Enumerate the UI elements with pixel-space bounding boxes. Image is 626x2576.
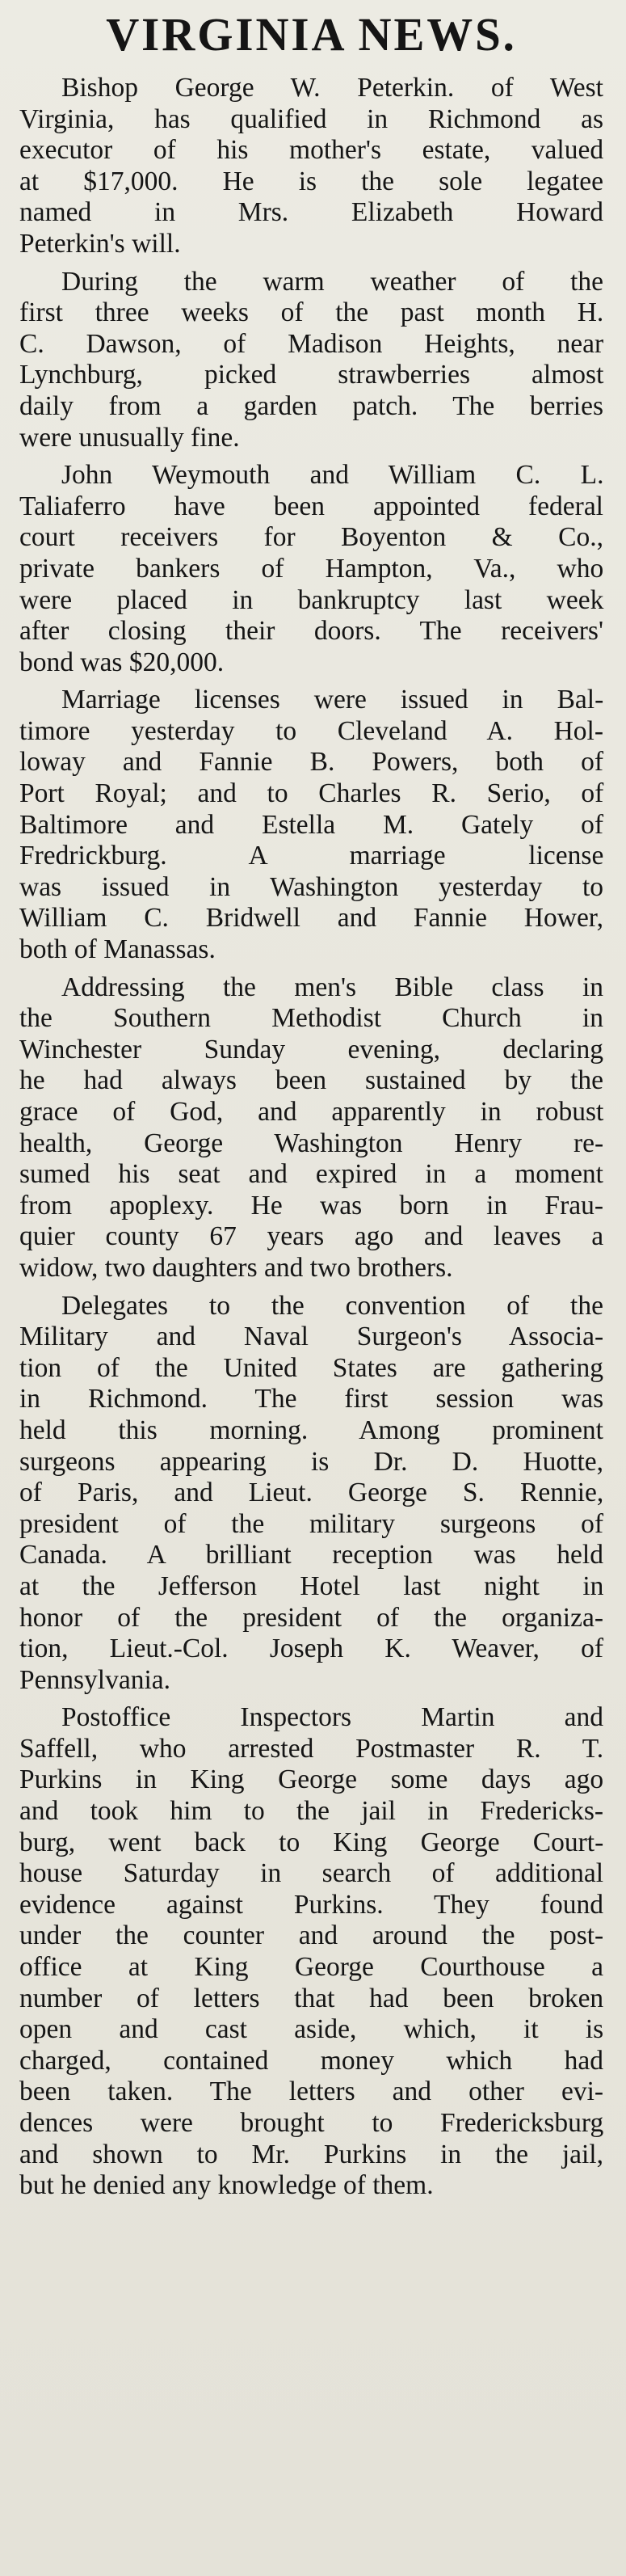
news-item-line: president of the military surgeons of: [19, 1508, 603, 1539]
news-item-line: Lynchburg, picked strawberries almost: [19, 360, 604, 390]
news-item-line: court receivers for Boyenton & Co.,: [19, 522, 603, 553]
news-item-line: health, George Washington Henry re-: [19, 1128, 604, 1158]
news-item-line: from apoplexy. He was born in Frau-: [19, 1190, 603, 1221]
news-item-line: daily from a garden patch. The berries: [19, 390, 603, 421]
news-item-line: bond was $20,000.: [19, 647, 225, 677]
news-item-line: was issued in Washington yesterday to: [19, 871, 603, 902]
news-item-line: loway and Fannie B. Powers, both of: [19, 747, 603, 778]
news-item-line: Canada. A brilliant reception was held: [19, 1540, 603, 1570]
news-item-line: Postoffice Inspectors Martin and: [61, 1702, 603, 1733]
news-item-line: tion, Lieut.-Col. Joseph K. Weaver, of: [19, 1634, 603, 1664]
news-item-line: Purkins in King George some days ago: [19, 1764, 604, 1795]
news-item-line: in Richmond. The first session was: [19, 1384, 604, 1414]
news-item: [19, 460, 603, 678]
news-item: [19, 685, 603, 965]
news-item-line: and shown to Mr. Purkins in the jail,: [19, 2139, 603, 2169]
news-item-line: Fredrickburg. A marriage license: [19, 841, 604, 871]
news-item-line: but he denied any knowledge of them.: [19, 2170, 434, 2201]
news-item-line: Bishop George W. Peterkin. of West: [61, 73, 603, 103]
headline: VIRGINIA NEWS.: [106, 8, 517, 61]
news-item-line: after closing their doors. The receivers': [19, 616, 603, 647]
news-item-line: at $17,000. He is the sole legatee: [19, 166, 603, 196]
news-item: [19, 1702, 603, 2202]
news-item-line: private bankers of Hampton, Va., who: [19, 553, 604, 584]
news-item-line: Peterkin's will.: [19, 228, 181, 259]
news-item-line: C. Dawson, of Madison Heights, near: [19, 328, 604, 359]
news-item-line: executor of his mother's estate, valued: [19, 135, 604, 166]
news-item-line: and took him to the jail in Fredericks-: [19, 1796, 604, 1827]
article-column: [19, 73, 603, 2202]
news-item: [19, 1291, 603, 1697]
news-item-line: Military and Naval Surgeon's Associa-: [19, 1322, 604, 1352]
news-item-line: house Saturday in search of additional: [19, 1858, 603, 1889]
news-item-line: Taliaferro have been appointed federal: [19, 491, 603, 521]
news-item-line: grace of God, and apparently in robust: [19, 1097, 604, 1127]
news-item-line: at the Jefferson Hotel last night in: [19, 1570, 604, 1601]
news-item-line: John Weymouth and William C. L.: [61, 460, 604, 491]
news-item-line: office at King George Courthouse a: [19, 1952, 603, 1983]
news-item-line: tion of the United States are gathering: [19, 1352, 603, 1383]
news-item-line: Delegates to the convention of the: [61, 1290, 603, 1321]
news-item: [19, 73, 603, 260]
news-item-line: quier county 67 years ago and leaves a: [19, 1221, 604, 1252]
news-item-line: were unusually fine.: [19, 422, 240, 453]
news-item-line: the Southern Methodist Church in: [19, 1003, 603, 1034]
news-item-line: under the counter and around the post-: [19, 1920, 604, 1951]
news-item-line: Winchester Sunday evening, declaring: [19, 1034, 603, 1065]
news-item-line: honor of the president of the organiza-: [19, 1602, 603, 1633]
news-item-line: evidence against Purkins. They found: [19, 1889, 603, 1920]
news-item-line: surgeons appearing is Dr. D. Huotte,: [19, 1446, 603, 1477]
news-item-line: Baltimore and Estella M. Gately of: [19, 809, 603, 840]
news-item-line: William C. Bridwell and Fannie Hower,: [19, 903, 603, 934]
news-item-line: sumed his seat and expired in a moment: [19, 1159, 603, 1190]
news-item-line: open and cast aside, which, it is: [19, 2014, 604, 2045]
news-item-line: Virginia, has qualified in Richmond as: [19, 103, 603, 134]
news-item-line: Saffell, who arrested Postmaster R. T.: [19, 1733, 604, 1764]
news-item-line: burg, went back to King George Court-: [19, 1827, 604, 1857]
news-item-line: of Paris, and Lieut. George S. Rennie,: [19, 1478, 604, 1508]
news-item-line: named in Mrs. Elizabeth Howard: [19, 197, 603, 228]
news-item-line: timore yesterday to Cleveland A. Hol-: [19, 715, 603, 746]
news-item-line: both of Manassas.: [19, 934, 216, 965]
news-item-line: During the warm weather of the: [61, 266, 603, 297]
news-item-line: first three weeks of the past month H.: [19, 297, 604, 328]
news-item-line: Pennsylvania.: [19, 1664, 171, 1695]
news-item-line: held this morning. Among prominent: [19, 1414, 603, 1445]
news-item-line: been taken. The letters and other evi-: [19, 2076, 604, 2107]
news-item-line: number of letters that had been broken: [19, 1983, 604, 2013]
news-item: [19, 267, 603, 454]
news-item-line: Addressing the men's Bible class in: [61, 972, 603, 1002]
news-item-line: charged, contained money which had: [19, 2045, 603, 2076]
news-item-line: were placed in bankruptcy last week: [19, 584, 604, 615]
news-item-line: he had always been sustained by the: [19, 1065, 603, 1096]
news-item-line: dences were brought to Fredericksburg: [19, 2108, 604, 2138]
news-item-line: widow, two daughters and two brothers.: [19, 1252, 453, 1283]
news-item-line: Marriage licenses were issued in Bal-: [61, 685, 604, 715]
news-item: [19, 972, 603, 1284]
news-item-line: Port Royal; and to Charles R. Serio, of: [19, 778, 604, 809]
